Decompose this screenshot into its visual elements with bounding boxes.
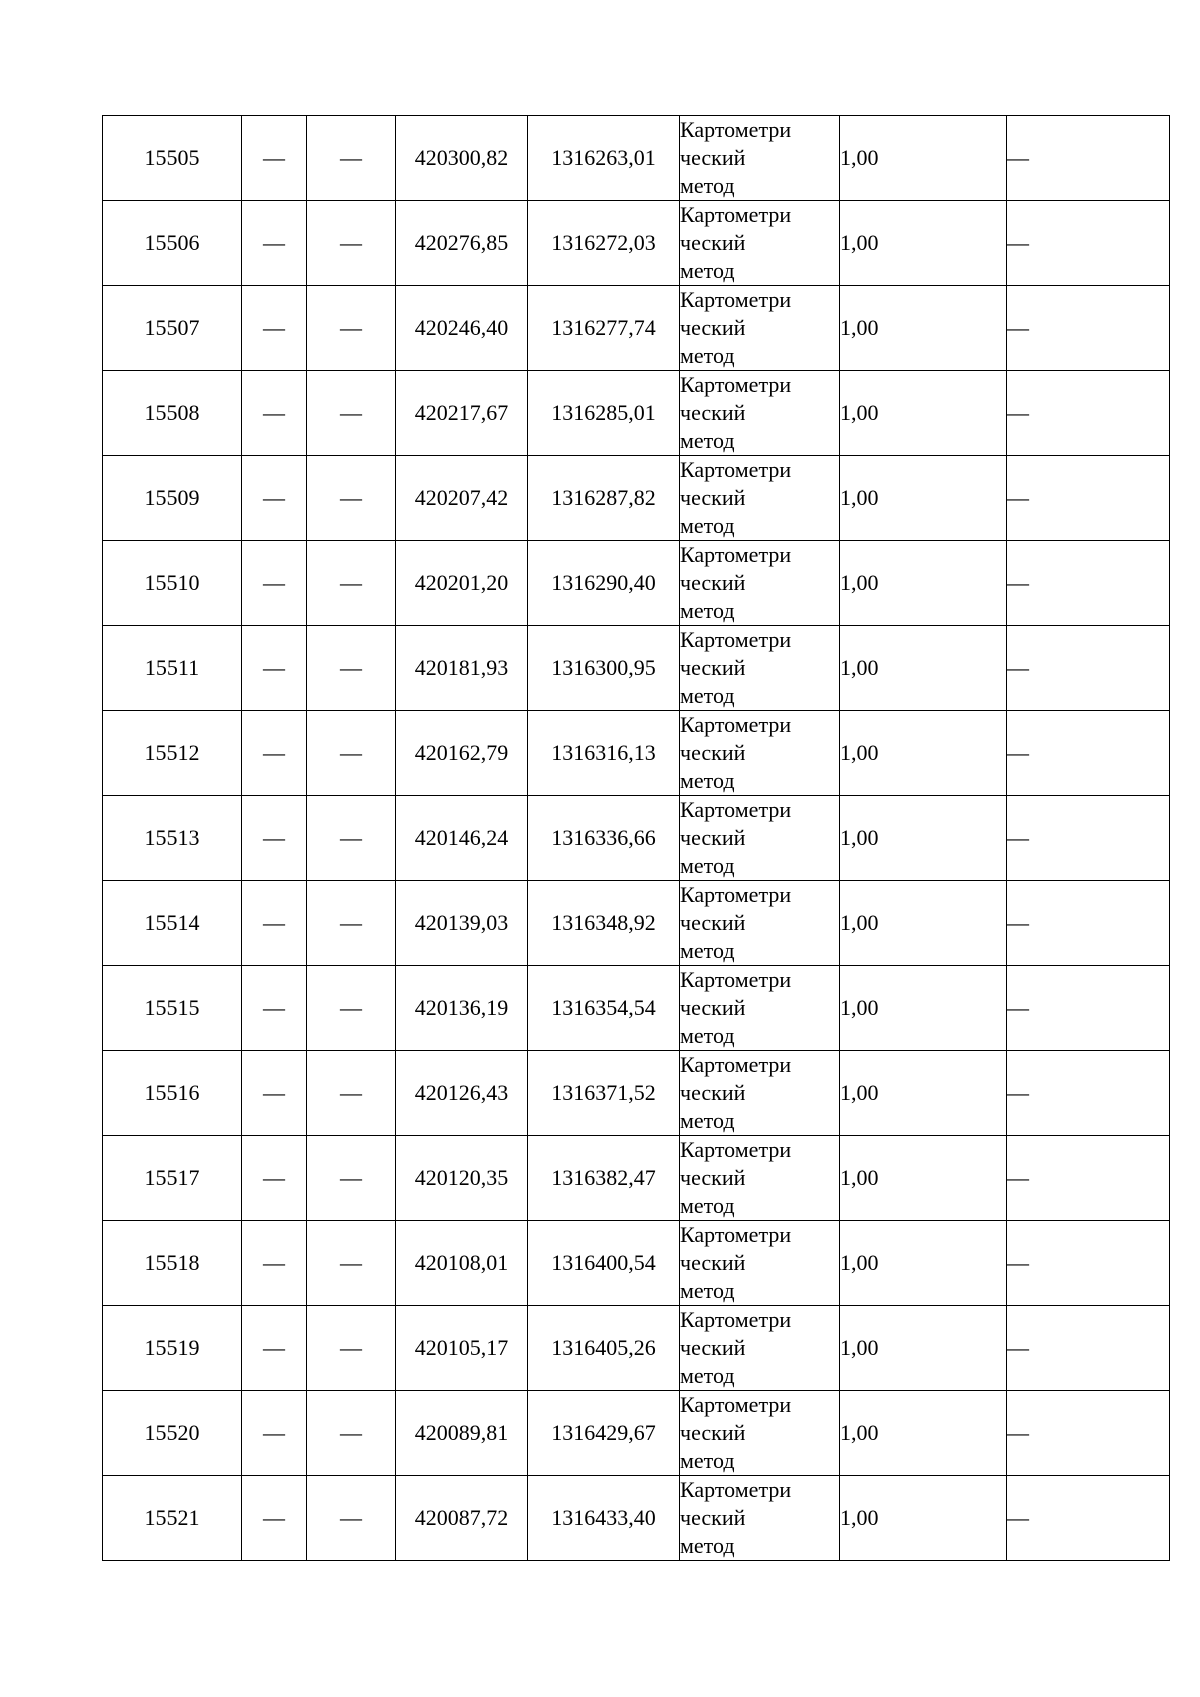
- method-text-line: Картометри: [680, 202, 792, 227]
- method-text-line: ческий: [680, 655, 746, 680]
- previous-x-cell: —: [242, 371, 307, 456]
- previous-y-cell: —: [307, 201, 396, 286]
- x-coordinate-cell: 420120,35: [396, 1136, 528, 1221]
- accuracy-cell: 1,00: [840, 1476, 1007, 1561]
- description-cell: —: [1007, 626, 1170, 711]
- previous-x-cell: —: [242, 1221, 307, 1306]
- y-coordinate-cell: 1316405,26: [528, 1306, 680, 1391]
- x-coordinate-cell: 420201,20: [396, 541, 528, 626]
- method-cell: [680, 201, 840, 286]
- method-text-line: Картометри: [680, 457, 792, 482]
- method-cell: [680, 456, 840, 541]
- method-cell: [680, 711, 840, 796]
- x-coordinate-cell: 420139,03: [396, 881, 528, 966]
- previous-y-cell: —: [307, 881, 396, 966]
- method-text-line: ческий: [680, 315, 746, 340]
- method-text-line: метод: [680, 1278, 735, 1303]
- method-text-line: ческий: [680, 145, 746, 170]
- previous-x-cell: —: [242, 711, 307, 796]
- description-cell: —: [1007, 1476, 1170, 1561]
- method-text-line: метод: [680, 1533, 735, 1558]
- method-text-line: Картометри: [680, 627, 792, 652]
- method-cell: [680, 286, 840, 371]
- accuracy-cell: 1,00: [840, 1221, 1007, 1306]
- description-cell: —: [1007, 1051, 1170, 1136]
- method-text-line: Картометри: [680, 1137, 792, 1162]
- y-coordinate-cell: 1316300,95: [528, 626, 680, 711]
- point-number-cell: 15511: [103, 626, 242, 711]
- previous-y-cell: —: [307, 711, 396, 796]
- method-cell: [680, 881, 840, 966]
- method-cell: [680, 626, 840, 711]
- coordinates-table: [102, 115, 1170, 1561]
- y-coordinate-cell: 1316263,01: [528, 116, 680, 201]
- method-text-line: ческий: [680, 1165, 746, 1190]
- method-text-line: метод: [680, 598, 735, 623]
- description-cell: —: [1007, 116, 1170, 201]
- point-number-cell: 15517: [103, 1136, 242, 1221]
- description-cell: —: [1007, 1306, 1170, 1391]
- method-text-line: Картометри: [680, 967, 792, 992]
- accuracy-cell: 1,00: [840, 1391, 1007, 1476]
- y-coordinate-cell: 1316287,82: [528, 456, 680, 541]
- x-coordinate-cell: 420105,17: [396, 1306, 528, 1391]
- method-text-line: Картометри: [680, 1307, 792, 1332]
- x-coordinate-cell: 420181,93: [396, 626, 528, 711]
- method-text-line: Картометри: [680, 1052, 792, 1077]
- description-cell: —: [1007, 1391, 1170, 1476]
- method-text-line: Картометри: [680, 117, 792, 142]
- previous-y-cell: —: [307, 541, 396, 626]
- method-text-line: метод: [680, 938, 735, 963]
- point-number-cell: 15521: [103, 1476, 242, 1561]
- method-text-line: метод: [680, 1023, 735, 1048]
- table-row: [103, 1391, 1170, 1476]
- method-cell: [680, 1391, 840, 1476]
- previous-x-cell: —: [242, 116, 307, 201]
- accuracy-cell: 1,00: [840, 116, 1007, 201]
- table-row: [103, 371, 1170, 456]
- previous-x-cell: —: [242, 966, 307, 1051]
- method-text-line: метод: [680, 1193, 735, 1218]
- x-coordinate-cell: 420108,01: [396, 1221, 528, 1306]
- description-cell: —: [1007, 201, 1170, 286]
- table-row: [103, 456, 1170, 541]
- method-text-line: Картометри: [680, 372, 792, 397]
- accuracy-cell: 1,00: [840, 201, 1007, 286]
- method-text-line: Картометри: [680, 1222, 792, 1247]
- method-cell: [680, 966, 840, 1051]
- previous-y-cell: —: [307, 1051, 396, 1136]
- previous-x-cell: —: [242, 1136, 307, 1221]
- method-text-line: метод: [680, 853, 735, 878]
- x-coordinate-cell: 420126,43: [396, 1051, 528, 1136]
- accuracy-cell: 1,00: [840, 541, 1007, 626]
- y-coordinate-cell: 1316433,40: [528, 1476, 680, 1561]
- point-number-cell: 15505: [103, 116, 242, 201]
- y-coordinate-cell: 1316290,40: [528, 541, 680, 626]
- point-number-cell: 15508: [103, 371, 242, 456]
- point-number-cell: 15509: [103, 456, 242, 541]
- previous-x-cell: —: [242, 541, 307, 626]
- method-text-line: ческий: [680, 1080, 746, 1105]
- method-text-line: Картометри: [680, 287, 792, 312]
- method-text-line: Картометри: [680, 542, 792, 567]
- point-number-cell: 15516: [103, 1051, 242, 1136]
- method-text-line: ческий: [680, 485, 746, 510]
- method-cell: [680, 1306, 840, 1391]
- description-cell: —: [1007, 966, 1170, 1051]
- x-coordinate-cell: 420246,40: [396, 286, 528, 371]
- previous-x-cell: —: [242, 1391, 307, 1476]
- method-text-line: ческий: [680, 1250, 746, 1275]
- y-coordinate-cell: 1316400,54: [528, 1221, 680, 1306]
- x-coordinate-cell: 420136,19: [396, 966, 528, 1051]
- method-text-line: ческий: [680, 910, 746, 935]
- point-number-cell: 15519: [103, 1306, 242, 1391]
- accuracy-cell: 1,00: [840, 796, 1007, 881]
- previous-y-cell: —: [307, 1391, 396, 1476]
- point-number-cell: 15513: [103, 796, 242, 881]
- previous-y-cell: —: [307, 966, 396, 1051]
- point-number-cell: 15510: [103, 541, 242, 626]
- accuracy-cell: 1,00: [840, 626, 1007, 711]
- description-cell: —: [1007, 881, 1170, 966]
- previous-y-cell: —: [307, 1136, 396, 1221]
- y-coordinate-cell: 1316277,74: [528, 286, 680, 371]
- description-cell: —: [1007, 456, 1170, 541]
- point-number-cell: 15520: [103, 1391, 242, 1476]
- method-text-line: метод: [680, 683, 735, 708]
- point-number-cell: 15507: [103, 286, 242, 371]
- table-row: [103, 1136, 1170, 1221]
- y-coordinate-cell: 1316316,13: [528, 711, 680, 796]
- table-row: [103, 116, 1170, 201]
- previous-x-cell: —: [242, 456, 307, 541]
- previous-y-cell: —: [307, 456, 396, 541]
- table-row: [103, 1051, 1170, 1136]
- description-cell: —: [1007, 796, 1170, 881]
- accuracy-cell: 1,00: [840, 456, 1007, 541]
- table-row: [103, 1306, 1170, 1391]
- method-text-line: Картометри: [680, 882, 792, 907]
- coordinates-table-body: [103, 116, 1170, 1561]
- table-row: [103, 966, 1170, 1051]
- method-text-line: ческий: [680, 1335, 746, 1360]
- previous-x-cell: —: [242, 286, 307, 371]
- method-cell: [680, 1051, 840, 1136]
- previous-x-cell: —: [242, 796, 307, 881]
- y-coordinate-cell: 1316348,92: [528, 881, 680, 966]
- method-text-line: Картометри: [680, 712, 792, 737]
- y-coordinate-cell: 1316354,54: [528, 966, 680, 1051]
- x-coordinate-cell: 420146,24: [396, 796, 528, 881]
- method-text-line: ческий: [680, 995, 746, 1020]
- previous-y-cell: —: [307, 626, 396, 711]
- accuracy-cell: 1,00: [840, 711, 1007, 796]
- method-cell: [680, 1221, 840, 1306]
- previous-y-cell: —: [307, 116, 396, 201]
- accuracy-cell: 1,00: [840, 881, 1007, 966]
- method-cell: [680, 796, 840, 881]
- previous-y-cell: —: [307, 1306, 396, 1391]
- previous-y-cell: —: [307, 796, 396, 881]
- point-number-cell: 15514: [103, 881, 242, 966]
- point-number-cell: 15512: [103, 711, 242, 796]
- x-coordinate-cell: 420276,85: [396, 201, 528, 286]
- point-number-cell: 15506: [103, 201, 242, 286]
- y-coordinate-cell: 1316272,03: [528, 201, 680, 286]
- x-coordinate-cell: 420300,82: [396, 116, 528, 201]
- x-coordinate-cell: 420087,72: [396, 1476, 528, 1561]
- table-row: [103, 541, 1170, 626]
- previous-y-cell: —: [307, 1221, 396, 1306]
- method-text-line: метод: [680, 1108, 735, 1133]
- table-row: [103, 201, 1170, 286]
- method-text-line: ческий: [680, 570, 746, 595]
- y-coordinate-cell: 1316429,67: [528, 1391, 680, 1476]
- y-coordinate-cell: 1316336,66: [528, 796, 680, 881]
- description-cell: —: [1007, 1136, 1170, 1221]
- x-coordinate-cell: 420207,42: [396, 456, 528, 541]
- previous-x-cell: —: [242, 1051, 307, 1136]
- method-text-line: метод: [680, 428, 735, 453]
- method-text-line: Картометри: [680, 1477, 792, 1502]
- previous-x-cell: —: [242, 1306, 307, 1391]
- table-row: [103, 796, 1170, 881]
- description-cell: —: [1007, 371, 1170, 456]
- x-coordinate-cell: 420162,79: [396, 711, 528, 796]
- table-row: [103, 286, 1170, 371]
- method-text-line: ческий: [680, 825, 746, 850]
- method-text-line: метод: [680, 1363, 735, 1388]
- description-cell: —: [1007, 541, 1170, 626]
- table-row: [103, 711, 1170, 796]
- accuracy-cell: 1,00: [840, 1051, 1007, 1136]
- point-number-cell: 15515: [103, 966, 242, 1051]
- method-text-line: Картометри: [680, 797, 792, 822]
- method-text-line: ческий: [680, 230, 746, 255]
- method-text-line: метод: [680, 1448, 735, 1473]
- method-cell: [680, 1136, 840, 1221]
- accuracy-cell: 1,00: [840, 966, 1007, 1051]
- table-row: [103, 1476, 1170, 1561]
- accuracy-cell: 1,00: [840, 1306, 1007, 1391]
- description-cell: —: [1007, 1221, 1170, 1306]
- table-row: [103, 1221, 1170, 1306]
- y-coordinate-cell: 1316285,01: [528, 371, 680, 456]
- accuracy-cell: 1,00: [840, 286, 1007, 371]
- previous-y-cell: —: [307, 371, 396, 456]
- method-text-line: метод: [680, 343, 735, 368]
- accuracy-cell: 1,00: [840, 371, 1007, 456]
- description-cell: —: [1007, 711, 1170, 796]
- point-number-cell: 15518: [103, 1221, 242, 1306]
- previous-x-cell: —: [242, 201, 307, 286]
- previous-x-cell: —: [242, 626, 307, 711]
- method-text-line: Картометри: [680, 1392, 792, 1417]
- table-row: [103, 881, 1170, 966]
- method-text-line: ческий: [680, 400, 746, 425]
- method-text-line: метод: [680, 768, 735, 793]
- method-cell: [680, 116, 840, 201]
- previous-x-cell: —: [242, 881, 307, 966]
- method-cell: [680, 1476, 840, 1561]
- y-coordinate-cell: 1316382,47: [528, 1136, 680, 1221]
- method-text-line: ческий: [680, 740, 746, 765]
- x-coordinate-cell: 420089,81: [396, 1391, 528, 1476]
- description-cell: —: [1007, 286, 1170, 371]
- method-text-line: метод: [680, 513, 735, 538]
- method-text-line: ческий: [680, 1420, 746, 1445]
- method-text-line: метод: [680, 258, 735, 283]
- previous-y-cell: —: [307, 1476, 396, 1561]
- y-coordinate-cell: 1316371,52: [528, 1051, 680, 1136]
- previous-y-cell: —: [307, 286, 396, 371]
- x-coordinate-cell: 420217,67: [396, 371, 528, 456]
- accuracy-cell: 1,00: [840, 1136, 1007, 1221]
- method-cell: [680, 371, 840, 456]
- method-text-line: ческий: [680, 1505, 746, 1530]
- method-cell: [680, 541, 840, 626]
- method-text-line: метод: [680, 173, 735, 198]
- table-row: [103, 626, 1170, 711]
- previous-x-cell: —: [242, 1476, 307, 1561]
